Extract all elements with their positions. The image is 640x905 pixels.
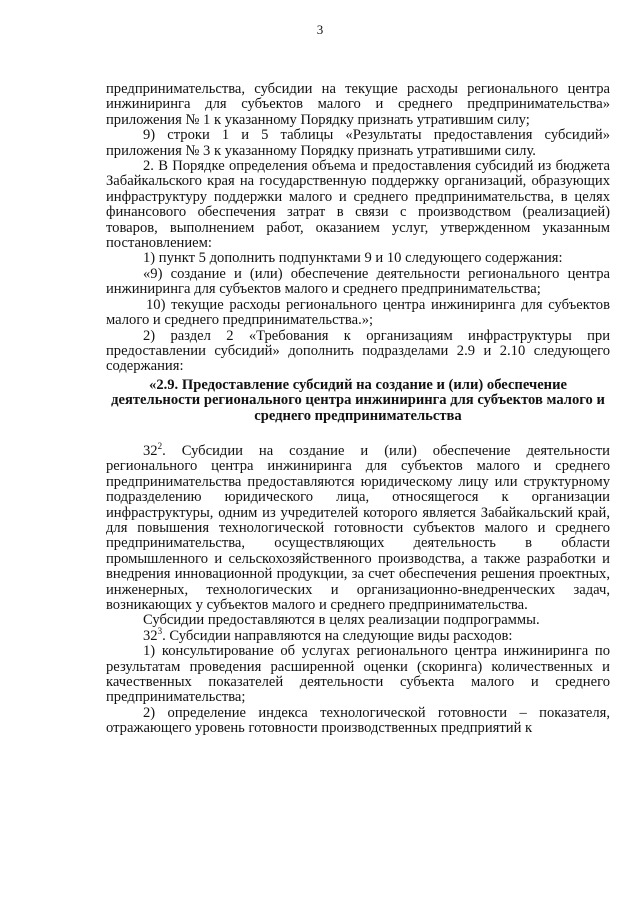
clause-superscript: 2: [157, 441, 163, 452]
paragraph-expense-2: 2) определение индекса технологической готовности – показателя, отражающего уровень готовности производственных предприятий к: [106, 704, 610, 737]
spacer: [106, 424, 610, 444]
paragraph-section-2: 2. В Порядке определения объема и предоставления субсидий из бюджета Забайкальского края на государственную поддержку организаций, образующих инфраструктуру поддержки малого и среднего предпринимательства, в целях финансового обеспечения затрат в связи с производством (реализацией) товаров, выполнением работ, оказанием услуг, утвержденном указанным постановлением:: [106, 158, 610, 252]
page-number: 3: [316, 22, 324, 37]
clause-number: 32: [143, 442, 158, 459]
paragraph-32-3: [106, 625, 610, 644]
document-body: [106, 82, 610, 737]
paragraph-quote-9: «9) создание и (или) обеспечение деятельности регионального центра инжиниринга для субъектов малого и среднего предпринимательства;: [106, 265, 610, 298]
paragraph-continuation: предпринимательства, субсидии на текущие расходы регионального центра инжиниринга для субъектов малого и среднего предпринимательства» приложения № 1 к указанному Порядку признать утратившим силу;: [106, 81, 610, 128]
clause-superscript: 3: [157, 625, 163, 636]
paragraph-subitem-1: 1) пункт 5 дополнить подпунктами 9 и 10 следующего содержания:: [143, 250, 563, 267]
paragraph-goal: Субсидии предоставляются в целях реализации подпрограммы.: [143, 612, 540, 629]
section-heading-2-9: «2.9. Предоставление субсидий на создание и (или) обеспечение деятельности регионального центра инжиниринга для субъектов малого и среднего предпринимательства: [111, 376, 605, 424]
paragraph-expense-1: 1) консультирование об услугах регионального центра инжиниринга по результатам проведения расширенной оценки (скоринга) количественных и качественных показателей деятельности субъекта малого и среднего предпринимательства;: [106, 643, 610, 706]
paragraph-subitem-2: 2) раздел 2 «Требования к организациям инфраструктуры при предоставлении субсидий» дополнить подразделами 2.9 и 2.10 следующего содержания:: [106, 327, 610, 375]
paragraph-32-2: [106, 441, 610, 613]
paragraph-item-9: 9) строки 1 и 5 таблицы «Результаты предоставления субсидий» приложения № 3 к указанному Порядку признать утратившими силу.: [106, 127, 610, 159]
clause-text: . Субсидии направляются на следующие виды расходов:: [162, 627, 513, 644]
paragraph-quote-10: 10) текущие расходы регионального центра инжиниринга для субъектов малого и среднего предпринимательства.»;: [106, 296, 610, 329]
clause-number: 32: [143, 627, 158, 644]
clause-text: . Субсидии на создание и (или) обеспечение деятельности регионального центра инжиниринга для субъектов малого и среднего предпринимательства предоставляются юридическому лицу или структурному подразделению юридического лица, относящегося к организации инфраструктуры, одним из учредителей которого является Забайкальский край, для повышения технологической готовности субъектов малого и среднего предпринимательства, осуществляющих деятельность в области промышленного и сельскохозяйственного производства, а также разработки и внедрения инновационной продукции, за счет обеспечения решения проектных, инженерных, технологических и организационно-внедренческих задач, возникающих у субъектов малого и среднего предпринимательства.: [106, 442, 610, 613]
